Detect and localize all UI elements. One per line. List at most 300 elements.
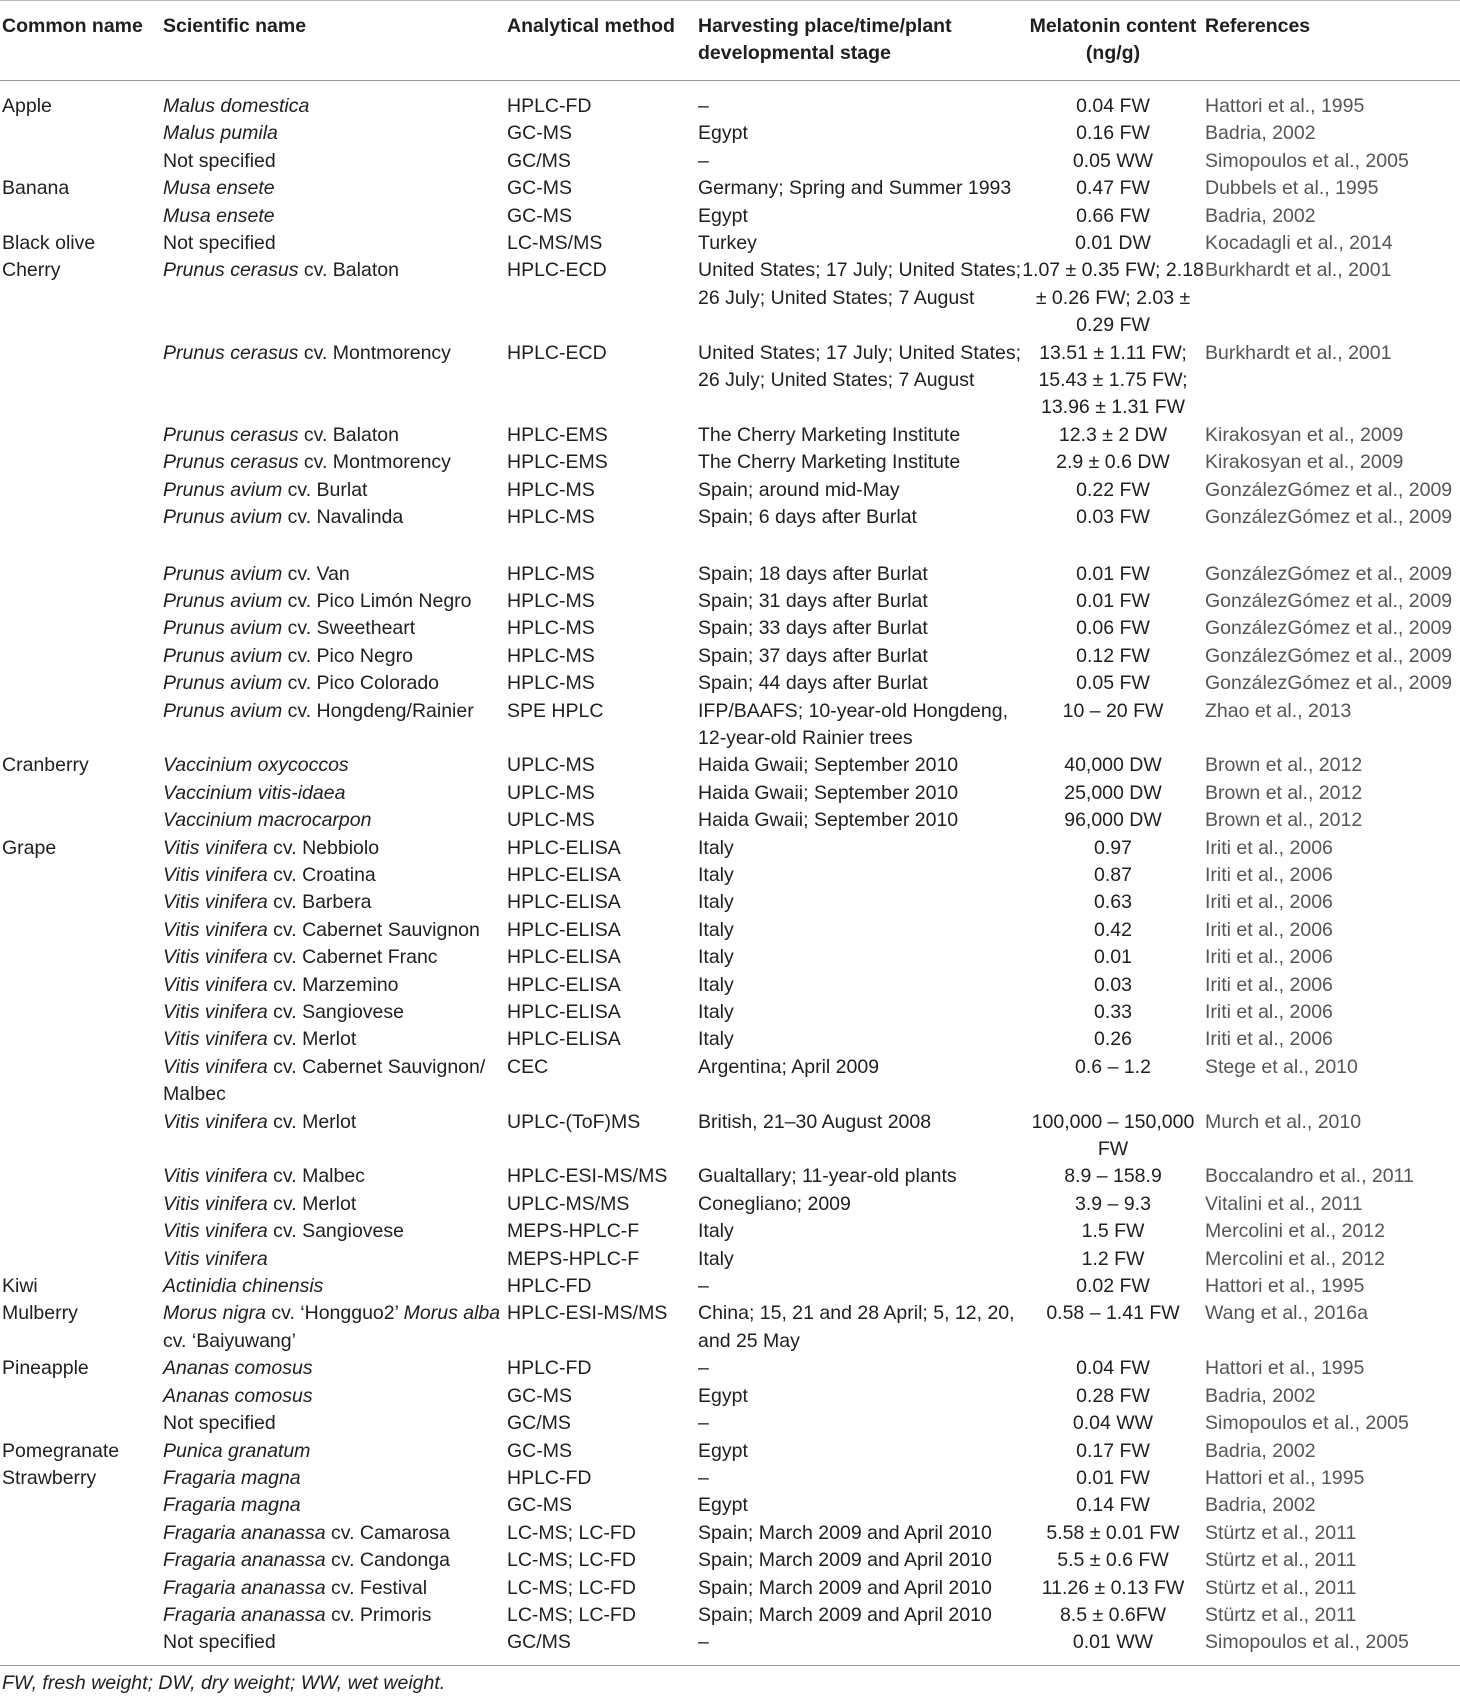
cell-reference: Stürtz et al., 2011 — [1205, 1576, 1357, 1599]
cell-analytical-method: HPLC-ELISA — [507, 1028, 621, 1051]
cell-harvesting: – — [698, 1412, 709, 1435]
scientific-name-suffix-2: cv. ‘Baiyuwang’ — [163, 1329, 296, 1352]
cell-common-name — [0, 670, 163, 697]
cell-reference: Murch et al., 2010 — [1205, 1110, 1362, 1133]
scientific-name-italic: Vitis vinifera — [163, 1192, 268, 1215]
cell-common-name — [0, 1054, 163, 1109]
cell-harvesting: Turkey — [698, 232, 757, 255]
cell-melatonin-content: 13.51 ± 1.11 FW; 15.43 ± 1.75 FW; 13.96 ± 1.31 FW — [1038, 341, 1188, 419]
cell-reference: Vitalini et al., 2011 — [1205, 1192, 1363, 1215]
cell-common-name — [0, 588, 163, 615]
table-row — [0, 1520, 1460, 1547]
scientific-name-suffix: cv. Sweetheart — [282, 617, 416, 640]
cell-melatonin-content: 11.26 ± 0.13 FW — [1041, 1576, 1185, 1599]
table-row — [0, 807, 1460, 834]
cell-harvesting: – — [698, 1357, 709, 1380]
scientific-name-italic: Vitis vinifera — [163, 1247, 268, 1270]
scientific-name-italic: Fragaria ananassa — [163, 1549, 326, 1572]
scientific-name-italic: Vitis vinifera — [163, 863, 268, 886]
cell-melatonin-content: 8.9 – 158.9 — [1064, 1165, 1162, 1188]
cell-harvesting: Egypt — [698, 1384, 748, 1407]
cell-analytical-method: HPLC-FD — [507, 1357, 592, 1380]
cell-analytical-method: HPLC-MS — [507, 506, 595, 529]
cell-reference: Iriti et al., 2006 — [1205, 1028, 1333, 1051]
cell-analytical-method: HPLC-MS — [507, 644, 595, 667]
cell-scientific-name — [163, 780, 507, 807]
cell-scientific-name — [163, 532, 507, 588]
cell-melatonin-content: 1.5 FW — [1081, 1220, 1145, 1243]
cell-harvesting: – — [698, 149, 709, 172]
scientific-name-italic: Vaccinium macrocarpon — [163, 809, 372, 832]
cell-reference: Simopoulos et al., 2005 — [1205, 149, 1409, 172]
scientific-name-suffix: cv. Montmorency — [298, 451, 451, 474]
cell-harvesting: Spain; 31 days after Burlat — [698, 589, 928, 612]
cell-common-name — [0, 615, 163, 642]
cell-common-name: Apple — [2, 95, 52, 117]
cell-common-name: Grape — [2, 836, 57, 859]
cell-reference: Hattori et al., 1995 — [1205, 1466, 1365, 1489]
scientific-name-suffix: cv. Burlat — [282, 478, 368, 501]
cell-common-name: Strawberry — [2, 1466, 97, 1489]
cell-reference: GonzálezGómez et al., 2009 — [1205, 672, 1453, 695]
cell-reference: GonzálezGómez et al., 2009 — [1205, 589, 1453, 612]
scientific-name-suffix: cv. Barbera — [267, 891, 372, 914]
cell-analytical-method: HPLC-ECD — [507, 341, 607, 364]
cell-melatonin-content: 12.3 ± 2 DW — [1058, 423, 1168, 446]
scientific-name-suffix: cv. Cabernet Franc — [267, 946, 438, 969]
scientific-name-italic: Prunus cerasus — [163, 341, 299, 364]
scientific-name-suffix: cv. Cabernet Sauvignon/ Malbec — [163, 1055, 486, 1106]
cell-harvesting: Haida Gwaii; September 2010 — [698, 754, 959, 777]
cell-scientific-name — [163, 1218, 507, 1245]
cell-analytical-method: LC-MS; LC-FD — [507, 1576, 636, 1599]
cell-common-name — [0, 972, 163, 999]
cell-reference: Iriti et al., 2006 — [1205, 836, 1333, 859]
scientific-name-italic: Fragaria ananassa — [163, 1521, 326, 1544]
scientific-name-suffix: cv. Marzemino — [267, 973, 399, 996]
cell-common-name: Cherry — [2, 259, 61, 282]
cell-harvesting: United States; 17 July; United States; 26 July; United States; 7 August — [698, 259, 1022, 309]
scientific-name-suffix: Not specified — [163, 149, 276, 172]
scientific-name-suffix: cv. Sangiovese — [267, 1220, 404, 1243]
cell-harvesting: Haida Gwaii; September 2010 — [698, 781, 959, 804]
cell-common-name — [0, 120, 163, 147]
cell-reference: Badria, 2002 — [1205, 1384, 1316, 1407]
cell-reference: Stürtz et al., 2011 — [1205, 1521, 1357, 1544]
cell-melatonin-content: 0.42 — [1094, 918, 1132, 941]
table-row — [0, 698, 1460, 753]
cell-common-name — [0, 340, 163, 422]
cell-scientific-name — [163, 670, 507, 697]
scientific-name-italic: Prunus avium — [163, 699, 283, 722]
cell-reference: Boccalandro et al., 2011 — [1205, 1165, 1414, 1188]
cell-harvesting: – — [698, 95, 709, 117]
cell-scientific-name — [163, 1054, 507, 1109]
table-row — [0, 1438, 1460, 1465]
table-row — [0, 340, 1460, 422]
scientific-name-italic: Prunus avium — [163, 506, 283, 529]
cell-melatonin-content: 0.04 WW — [1072, 1412, 1154, 1435]
cell-harvesting: Spain; 37 days after Burlat — [698, 644, 928, 667]
cell-reference: Hattori et al., 1995 — [1205, 1357, 1365, 1380]
cell-common-name — [0, 477, 163, 504]
cell-harvesting: Gualtallary; 11-year-old plants — [698, 1165, 957, 1188]
cell-harvesting: Egypt — [698, 122, 748, 145]
cell-melatonin-content: 0.01 — [1094, 946, 1132, 969]
cell-common-name — [0, 1492, 163, 1519]
cell-common-name: Kiwi — [2, 1275, 38, 1298]
cell-common-name — [0, 1410, 163, 1437]
scientific-name-suffix: cv. Nebbiolo — [267, 836, 380, 859]
cell-common-name — [0, 1218, 163, 1245]
cell-harvesting: Haida Gwaii; September 2010 — [698, 809, 959, 832]
table-row — [0, 944, 1460, 971]
cell-scientific-name — [163, 230, 507, 257]
cell-reference: Iriti et al., 2006 — [1205, 918, 1333, 941]
table-row — [0, 1191, 1460, 1218]
cell-analytical-method: GC/MS — [507, 1412, 571, 1435]
cell-analytical-method: CEC — [507, 1055, 549, 1078]
scientific-name-italic: Prunus cerasus — [163, 451, 299, 474]
cell-scientific-name — [163, 449, 507, 476]
cell-common-name — [0, 1191, 163, 1218]
header-harvesting: Harvesting place/time/plant developmental stage — [698, 1, 1021, 81]
table-row — [0, 972, 1460, 999]
scientific-name-suffix: cv. Merlot — [267, 1110, 357, 1133]
cell-melatonin-content: 100,000 – 150,000 FW — [1031, 1110, 1195, 1161]
cell-melatonin-content: 25,000 DW — [1064, 781, 1162, 804]
cell-analytical-method: HPLC-ELISA — [507, 946, 621, 969]
scientific-name-suffix: cv. Pico Colorado — [282, 672, 440, 695]
cell-melatonin-content: 0.03 — [1094, 973, 1132, 996]
cell-common-name — [0, 1109, 163, 1164]
cell-scientific-name — [163, 1191, 507, 1218]
cell-analytical-method: HPLC-ELISA — [507, 973, 621, 996]
cell-harvesting: IFP/BAAFS; 10-year-old Hongdeng, 12-year-old Rainier trees — [698, 699, 1008, 749]
table-row — [0, 230, 1460, 257]
table-row — [0, 917, 1460, 944]
cell-melatonin-content: 0.02 FW — [1076, 1275, 1150, 1298]
cell-harvesting: United States; 17 July; United States; 26 July; United States; 7 August — [698, 341, 1022, 392]
cell-common-name — [0, 422, 163, 449]
scientific-name-italic: Prunus avium — [163, 644, 283, 667]
scientific-name-suffix: cv. Van — [282, 562, 350, 585]
cell-analytical-method: HPLC-ELISA — [507, 863, 621, 886]
cell-common-name: Pineapple — [2, 1357, 89, 1380]
cell-melatonin-content: 0.26 — [1094, 1028, 1132, 1051]
scientific-name-suffix: cv. Navalinda — [282, 506, 404, 529]
cell-scientific-name — [163, 1300, 507, 1355]
cell-reference: GonzálezGómez et al., 2009 — [1205, 617, 1453, 640]
cell-melatonin-content: 0.87 — [1094, 863, 1132, 886]
scientific-name-italic: Morus nigra — [163, 1302, 266, 1325]
scientific-name-italic: Vitis vinifera — [163, 836, 268, 859]
cell-reference: Wang et al., 2016a — [1205, 1302, 1368, 1325]
cell-reference: Brown et al., 2012 — [1205, 809, 1363, 832]
header-analytical-method: Analytical method — [507, 1, 698, 81]
cell-harvesting: Spain; 18 days after Burlat — [698, 562, 928, 585]
cell-analytical-method: SPE HPLC — [507, 699, 604, 722]
cell-melatonin-content: 0.63 — [1094, 891, 1132, 914]
cell-melatonin-content: 0.58 – 1.41 FW — [1046, 1302, 1180, 1325]
cell-analytical-method: HPLC-EMS — [507, 451, 608, 474]
table-row — [0, 889, 1460, 916]
scientific-name-italic: Vitis vinifera — [163, 1055, 268, 1078]
cell-common-name — [0, 698, 163, 753]
cell-harvesting: Egypt — [698, 204, 748, 227]
cell-harvesting: Italy — [698, 1247, 734, 1270]
cell-analytical-method: GC/MS — [507, 1629, 698, 1665]
cell-analytical-method: LC-MS; LC-FD — [507, 1549, 636, 1572]
cell-common-name — [0, 532, 163, 588]
cell-analytical-method: HPLC-ELISA — [507, 918, 621, 941]
cell-melatonin-content: 1.2 FW — [1081, 1247, 1145, 1270]
cell-analytical-method: HPLC-MS — [507, 672, 595, 695]
cell-harvesting: – — [698, 1466, 709, 1489]
scientific-name-italic: Vaccinium vitis-idaea — [163, 781, 346, 804]
table-row — [0, 752, 1460, 779]
cell-melatonin-content: 0.47 FW — [1076, 177, 1150, 200]
cell-harvesting: Germany; Spring and Summer 1993 — [698, 177, 1012, 200]
cell-scientific-name — [163, 643, 507, 670]
cell-scientific-name — [163, 999, 507, 1026]
cell-melatonin-content: 0.05 WW — [1072, 149, 1154, 172]
cell-scientific-name — [163, 175, 507, 202]
cell-analytical-method: GC-MS — [507, 1384, 572, 1407]
cell-scientific-name — [163, 1492, 507, 1519]
scientific-name-italic: Prunus avium — [163, 672, 283, 695]
cell-reference: Badria, 2002 — [1205, 122, 1316, 145]
table-row — [0, 780, 1460, 807]
cell-scientific-name — [163, 1246, 507, 1273]
cell-harvesting: Spain; 6 days after Burlat — [698, 506, 917, 529]
cell-reference: GonzálezGómez et al., 2009 — [1205, 506, 1453, 529]
cell-reference: Simopoulos et al., 2005 — [1205, 1629, 1460, 1665]
cell-common-name — [0, 643, 163, 670]
cell-scientific-name — [163, 698, 507, 753]
cell-scientific-name — [163, 889, 507, 916]
scientific-name-italic: Vitis vinifera — [163, 918, 268, 941]
cell-melatonin-content: 0.14 FW — [1076, 1494, 1150, 1517]
cell-reference: Badria, 2002 — [1205, 1439, 1316, 1462]
cell-scientific-name — [163, 120, 507, 147]
cell-analytical-method: MEPS-HPLC-F — [507, 1220, 640, 1243]
cell-reference: Burkhardt et al., 2001 — [1205, 341, 1392, 364]
cell-common-name — [0, 1547, 163, 1574]
cell-scientific-name — [163, 148, 507, 175]
cell-analytical-method: GC-MS — [507, 1439, 572, 1462]
cell-reference: Brown et al., 2012 — [1205, 754, 1363, 777]
cell-common-name — [0, 504, 163, 531]
scientific-name-italic: Prunus avium — [163, 589, 283, 612]
table-row — [0, 862, 1460, 889]
cell-common-name — [0, 807, 163, 834]
table-row — [0, 148, 1460, 175]
scientific-name-suffix: cv. Croatina — [267, 863, 376, 886]
cell-harvesting: Spain; 33 days after Burlat — [698, 617, 928, 640]
table-row — [0, 1465, 1460, 1492]
scientific-name-suffix: cv. Malbec — [267, 1165, 365, 1188]
table-row — [0, 1246, 1460, 1273]
cell-scientific-name — [163, 340, 507, 422]
cell-common-name — [0, 449, 163, 476]
table-row — [0, 1492, 1460, 1519]
cell-reference: Iriti et al., 2006 — [1205, 946, 1333, 969]
scientific-name-italic: Punica granatum — [163, 1439, 311, 1462]
cell-scientific-name — [163, 1273, 507, 1300]
scientific-name-italic: Musa ensete — [163, 177, 275, 200]
cell-harvesting: Italy — [698, 973, 734, 996]
scientific-name-italic: Fragaria magna — [163, 1494, 301, 1517]
scientific-name-suffix: Not specified — [163, 1631, 276, 1654]
table-row — [0, 1629, 1460, 1665]
table-row — [0, 449, 1460, 476]
cell-common-name — [0, 1629, 163, 1665]
cell-common-name — [0, 780, 163, 807]
cell-melatonin-content: 0.04 FW — [1076, 1357, 1150, 1380]
cell-common-name: Pomegranate — [2, 1439, 120, 1462]
cell-analytical-method: HPLC-ESI-MS/MS — [507, 1165, 668, 1188]
table-row — [0, 835, 1460, 862]
cell-harvesting: Italy — [698, 1220, 734, 1243]
cell-melatonin-content: 1.07 ± 0.35 FW; 2.18 ± 0.26 FW; 2.03 ± 0.29 FW — [1022, 259, 1204, 337]
table-row — [0, 532, 1460, 588]
cell-harvesting: The Cherry Marketing Institute — [698, 451, 961, 474]
cell-common-name — [0, 1520, 163, 1547]
cell-melatonin-content: 0.01 FW — [1076, 589, 1150, 612]
cell-common-name — [0, 944, 163, 971]
cell-reference: Iriti et al., 2006 — [1205, 973, 1333, 996]
cell-reference: Badria, 2002 — [1205, 1494, 1316, 1517]
cell-melatonin-content: 0.33 — [1094, 1001, 1132, 1023]
cell-analytical-method: GC-MS — [507, 1494, 572, 1517]
cell-reference: Kirakosyan et al., 2009 — [1205, 423, 1404, 446]
scientific-name-suffix: cv. Hongdeng/Rainier — [282, 699, 474, 722]
cell-reference: GonzálezGómez et al., 2009 — [1205, 478, 1453, 501]
cell-harvesting: British, 21–30 August 2008 — [698, 1110, 932, 1133]
cell-reference: Iriti et al., 2006 — [1205, 863, 1333, 886]
cell-reference: Kocadagli et al., 2014 — [1205, 232, 1393, 255]
cell-analytical-method: HPLC-MS — [507, 478, 595, 501]
cell-common-name — [0, 1163, 163, 1190]
cell-melatonin-content: 8.5 ± 0.6FW — [1059, 1603, 1167, 1626]
cell-scientific-name — [163, 944, 507, 971]
cell-analytical-method: HPLC-ELISA — [507, 1001, 621, 1023]
cell-analytical-method: GC-MS — [507, 204, 572, 227]
scientific-name-italic: Vaccinium oxycoccos — [163, 754, 349, 777]
scientific-name-italic: Actinidia chinensis — [163, 1275, 324, 1298]
cell-reference: Dubbels et al., 1995 — [1205, 177, 1379, 200]
scientific-name-suffix: Not specified — [163, 232, 276, 255]
cell-analytical-method: UPLC-MS — [507, 809, 595, 832]
scientific-name-italic: Prunus cerasus — [163, 423, 299, 446]
cell-common-name — [0, 889, 163, 916]
cell-harvesting: Italy — [698, 946, 734, 969]
scientific-name-suffix: cv. Pico Limón Negro — [282, 589, 472, 612]
cell-scientific-name — [163, 1109, 507, 1164]
cell-reference: GonzálezGómez et al., 2009 — [1205, 644, 1453, 667]
cell-analytical-method: LC-MS; LC-FD — [507, 1521, 636, 1544]
cell-reference: Iriti et al., 2006 — [1205, 1001, 1333, 1023]
cell-melatonin-content: 5.5 ± 0.6 FW — [1057, 1549, 1169, 1572]
scientific-name-italic: Musa ensete — [163, 204, 275, 227]
cell-scientific-name — [163, 422, 507, 449]
cell-analytical-method: UPLC-MS — [507, 754, 595, 777]
scientific-name-italic: Vitis vinifera — [163, 1110, 268, 1133]
table-row — [0, 477, 1460, 504]
table-row — [0, 1355, 1460, 1382]
cell-analytical-method: GC/MS — [507, 149, 571, 172]
scientific-name-italic: Malus pumila — [163, 122, 278, 145]
table-row — [0, 1163, 1460, 1190]
table-row — [0, 1602, 1460, 1629]
scientific-name-italic: Malus domestica — [163, 95, 310, 117]
cell-melatonin-content: 0.6 – 1.2 — [1075, 1055, 1151, 1078]
cell-analytical-method: HPLC-EMS — [507, 423, 608, 446]
table-row — [0, 1547, 1460, 1574]
cell-melatonin-content: 0.05 FW — [1076, 672, 1150, 695]
cell-harvesting: Italy — [698, 1001, 734, 1023]
table-row — [0, 588, 1460, 615]
cell-reference: Hattori et al., 1995 — [1205, 95, 1365, 117]
header-row — [0, 1, 1460, 81]
cell-common-name — [0, 1383, 163, 1410]
cell-melatonin-content: 0.01 WW — [1021, 1629, 1205, 1665]
cell-scientific-name — [163, 615, 507, 642]
cell-scientific-name — [163, 1355, 507, 1382]
cell-analytical-method: MEPS-HPLC-F — [507, 1247, 640, 1270]
cell-common-name: Black olive — [2, 232, 96, 255]
cell-scientific-name — [163, 1520, 507, 1547]
cell-common-name: Banana — [2, 177, 70, 200]
cell-common-name: Cranberry — [2, 754, 89, 777]
cell-scientific-name — [163, 1602, 507, 1629]
cell-scientific-name — [163, 1026, 507, 1053]
table-row — [0, 257, 1460, 339]
cell-harvesting: Italy — [698, 891, 734, 914]
cell-melatonin-content: 0.97 — [1094, 836, 1132, 859]
cell-common-name — [0, 1575, 163, 1602]
table-row — [0, 1300, 1460, 1355]
cell-analytical-method: HPLC-MS — [507, 589, 595, 612]
scientific-name-suffix: cv. Candonga — [325, 1549, 450, 1572]
cell-analytical-method: GC-MS — [507, 122, 572, 145]
cell-melatonin-content: 0.01 FW — [1076, 562, 1150, 585]
cell-scientific-name — [163, 1575, 507, 1602]
cell-common-name — [0, 1602, 163, 1629]
cell-melatonin-content: 0.03 FW — [1076, 506, 1150, 529]
scientific-name-italic: Vitis vinifera — [163, 1028, 268, 1051]
cell-reference: Brown et al., 2012 — [1205, 781, 1363, 804]
scientific-name-suffix: cv. Sangiovese — [267, 1001, 404, 1023]
cell-scientific-name — [163, 1410, 507, 1437]
table-header — [0, 1, 1460, 81]
table-row — [0, 643, 1460, 670]
cell-melatonin-content: 0.66 FW — [1076, 204, 1150, 227]
cell-melatonin-content: 96,000 DW — [1064, 809, 1162, 832]
cell-harvesting: Italy — [698, 1028, 734, 1051]
cell-reference: Zhao et al., 2013 — [1205, 699, 1352, 722]
table-row — [0, 1410, 1460, 1437]
scientific-name-italic: Ananas comosus — [163, 1357, 313, 1380]
table-row — [0, 999, 1460, 1026]
cell-melatonin-content: 0.04 FW — [1076, 95, 1150, 117]
cell-melatonin-content: 0.16 FW — [1076, 122, 1150, 145]
cell-melatonin-content: 0.01 DW — [1075, 232, 1151, 255]
cell-analytical-method: HPLC-FD — [507, 95, 592, 117]
scientific-name-suffix: cv. Primoris — [325, 1603, 432, 1626]
cell-analytical-method: UPLC-MS — [507, 781, 595, 804]
